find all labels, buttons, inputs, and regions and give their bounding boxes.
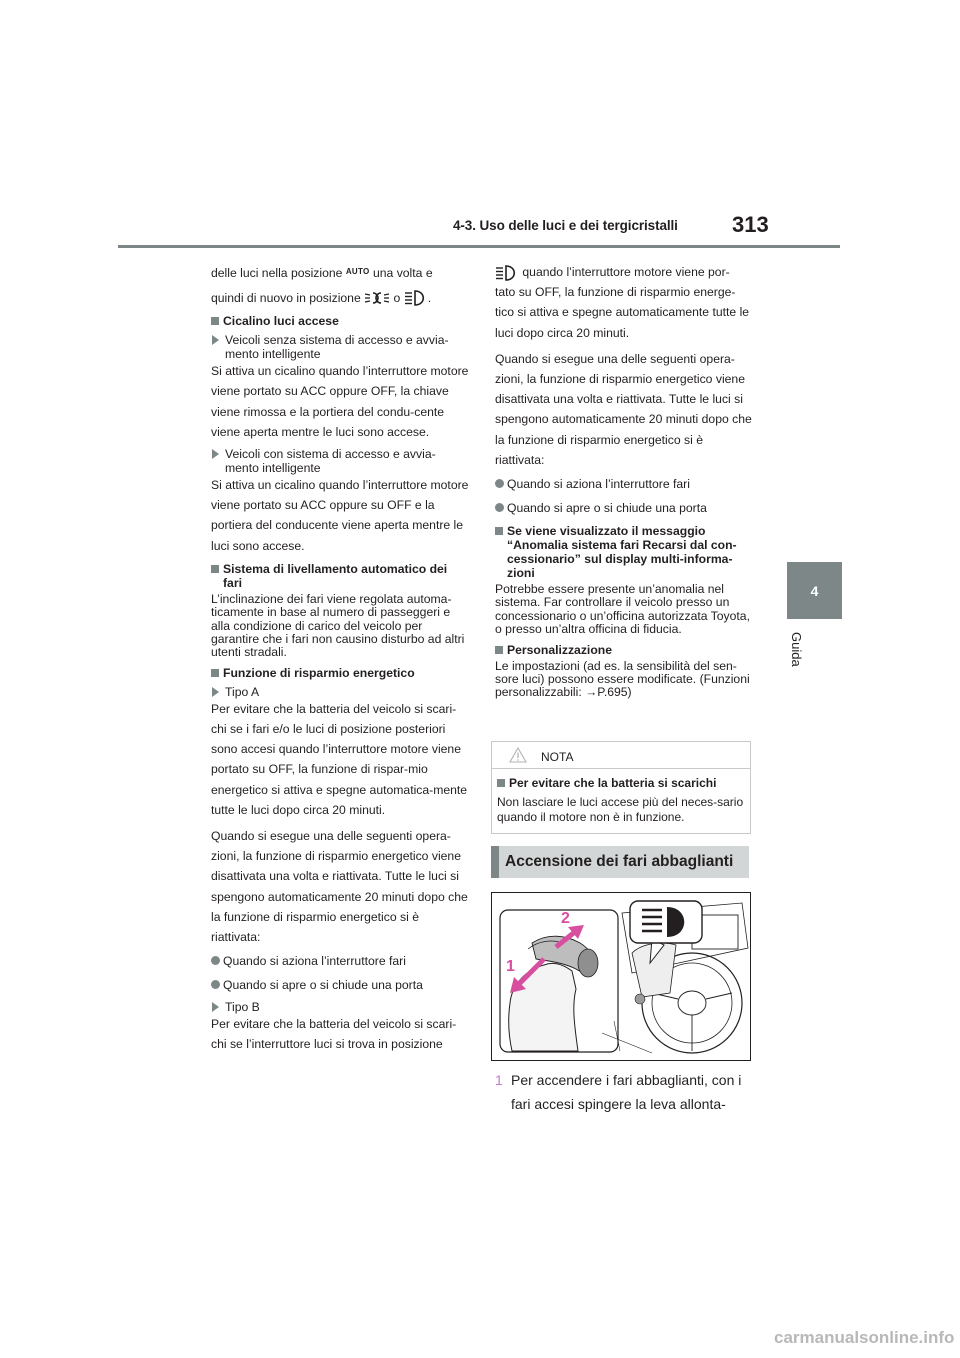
cicalino-heading: Cicalino luci accese xyxy=(211,314,469,328)
cont-text-3: Quando si esegue una delle seguenti opera-zioni, la funzione di risparmio energetico viene disattivata una volta e riattivata. Tutte le luci si spengono automaticamente 20 minuti dopo che la funzione di risparmio energetico si è riattivata: xyxy=(495,351,752,467)
headlight-icon xyxy=(495,265,519,281)
intro-line-2 xyxy=(211,288,469,309)
section-title-bar xyxy=(491,846,499,878)
bullet-fari: Quando si aziona l’interruttore fari xyxy=(495,474,753,494)
tipo-b-label: Tipo B xyxy=(211,1000,469,1014)
intro-text-b: una volta e xyxy=(372,266,433,280)
cicalino-case-b: Veicoli con sistema di accesso e avvia-mento intelligente xyxy=(211,447,469,475)
intro-text-c: quindi di nuovo in posizione xyxy=(211,290,361,305)
tipo-a-text-2: Quando si esegue una delle seguenti opera-zioni, la funzione di risparmio energetico viene disattivata una volta e riattivata. Tutte le luci si spengono automaticamente 20 minuti dopo che la funzione di risparmio energetico si è riattivata: xyxy=(211,829,468,945)
personalizzazione-text: Le impostazioni (ad es. la sensibilità del sen-sore luci) possono essere modificate. (Funzioni personalizzabili: →P.695) xyxy=(495,658,750,700)
callout-2: 2 xyxy=(561,910,570,927)
cont-line-1 xyxy=(495,262,753,282)
callout-1: 1 xyxy=(506,958,515,975)
page-number: 313 xyxy=(732,212,769,237)
section-title: Accensione dei fari abbaglianti xyxy=(505,853,734,870)
watermark: carmanualsonline.info xyxy=(774,1328,955,1347)
bullet-porta: Quando si apre o si chiude una porta xyxy=(495,498,753,518)
nota-heading: Per evitare che la batteria si scarichi xyxy=(497,776,747,790)
section-title-box xyxy=(491,846,749,878)
cont-text-2: tato su OFF, la funzione di risparmio energe-tico si attiva e spegne automaticamente tutte le luci dopo circa 20 minuti. xyxy=(495,285,750,340)
nota-text: Non lasciare le luci accese più del neces-sario quando il motore non è in funzione. xyxy=(497,795,744,824)
personalizzazione-heading: Personalizzazione xyxy=(495,643,753,657)
bullet-fari: Quando si aziona l’interruttore fari xyxy=(211,951,469,971)
headlight-icon xyxy=(404,290,428,306)
cicalino-case-b-text: Si attiva un cicalino quando l’interruttore motore viene portato su ACC oppure su OFF e la portiera del conducente viene aperta mentre le luci sono accese. xyxy=(211,478,469,553)
right-column xyxy=(495,262,753,700)
auto-position-icon: AUTO xyxy=(345,267,370,276)
nota-label: NOTA xyxy=(541,750,574,764)
intro-text-period: . xyxy=(427,290,432,305)
intro-text-a: delle luci nella posizione xyxy=(211,266,343,280)
livellamento-heading: Sistema di livellamento automatico dei fari xyxy=(211,562,469,590)
livellamento-text: L’inclinazione dei fari viene regolata automa-ticamente in base al numero di passeggeri e alla condizione di carico del veicolo per garantire che i fari non causino disturbo ad altri utenti stradali. xyxy=(211,591,465,660)
nota-header xyxy=(492,742,750,769)
nota-box xyxy=(491,741,751,834)
messaggio-text: Potrebbe essere presente un’anomalia nel sistema. Far controllare il veicolo presso un concessionario o un’officina autorizzata Toyota, o presso un’altra officina di fiducia. xyxy=(495,582,750,637)
chapter-tab xyxy=(787,562,842,619)
step-text: Per accendere i fari abbaglianti, con i fari accesi spingere la leva allonta- xyxy=(511,1072,742,1112)
intro-line-1 xyxy=(211,262,469,284)
position-lights-icon xyxy=(364,291,390,305)
left-column xyxy=(211,262,469,1055)
cicalino-case-a-text: Si attiva un cicalino quando l’interruttore motore viene portato su ACC oppure OFF, la chiave viene rimossa e la portiera del condu-cente viene aperta mentre le luci sono accese. xyxy=(211,364,469,439)
warning-triangle-icon xyxy=(509,747,527,763)
tipo-b-text: Per evitare che la batteria del veicolo si scari-chi se l’interruttore luci si trova in posizione xyxy=(211,1017,457,1052)
high-beam-illustration xyxy=(491,892,751,1061)
tipo-a-label: Tipo A xyxy=(211,685,469,699)
tipo-a-text: Per evitare che la batteria del veicolo si scari-chi se i fari e/o le luci di posizione posteriori sono accesi quando l’interruttore motore viene portato su OFF, la funzione di rispar-mio energetico si attiva e spegne automatica-mente tutte le luci dopo circa 20 minuti. xyxy=(211,701,468,817)
risparmio-heading: Funzione di risparmio energetico xyxy=(211,666,469,680)
dashboard-lever-drawing xyxy=(492,893,750,1060)
section-header: 4-3. Uso delle luci e dei tergicristalli xyxy=(453,218,678,233)
messaggio-heading: Se viene visualizzato il messaggio “Anomalia sistema fari Recarsi dal con-cessionario” sul display multi-informa-zioni xyxy=(495,524,753,580)
chapter-label: Guida xyxy=(789,632,804,667)
cont-text-1: quando l’interruttore motore viene por- xyxy=(522,265,730,279)
bullet-porta: Quando si apre o si chiude una porta xyxy=(211,975,469,995)
step-number: 1 xyxy=(495,1072,503,1088)
cicalino-case-a: Veicoli senza sistema di accesso e avvia-mento intelligente xyxy=(211,333,469,361)
header-rule xyxy=(118,245,840,248)
chapter-number: 4 xyxy=(810,582,819,599)
intro-text-or: o xyxy=(393,290,401,305)
